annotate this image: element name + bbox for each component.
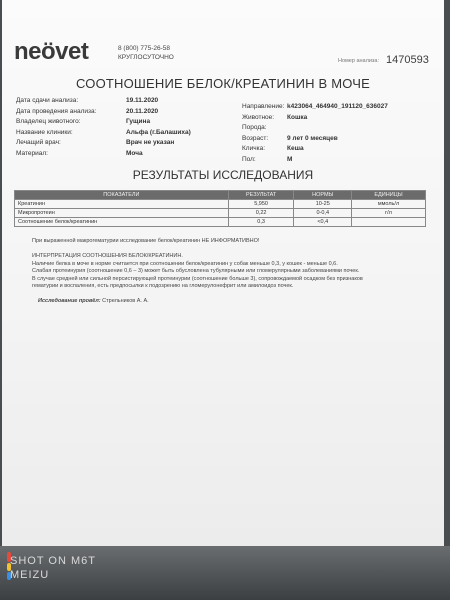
info-label: Порода: — [242, 124, 267, 131]
info-row — [16, 150, 236, 161]
info-row — [242, 124, 442, 135]
table-row — [15, 209, 426, 218]
info-value: Кеша — [287, 145, 304, 152]
info-value: 19.11.2020 — [126, 97, 159, 104]
info-label: Кличка: — [242, 145, 266, 152]
info-value: k423064_464940_191120_636027 — [287, 103, 388, 110]
watermark-line1: SHOT ON M6T — [10, 555, 96, 567]
conducted-by — [38, 298, 149, 304]
table-header-row — [15, 191, 426, 200]
info-label: Дата сдачи анализа: — [16, 97, 79, 104]
order-number-label: Номер анализа: — [338, 58, 380, 64]
interpretation-line: Слабая протеинурия (соотношение 0,6 – 3) может быть обусловлена тубулярными или гломерулярными заболеваниями почек. — [32, 268, 360, 275]
info-row — [16, 97, 236, 108]
info-label: Лечащий врач: — [16, 139, 61, 146]
header-norm: НОРМЫ — [294, 191, 352, 200]
conducted-name: Стрельников А. А. — [102, 298, 149, 304]
interpretation-block — [32, 253, 427, 291]
cell-result: 0,3 — [228, 218, 294, 227]
info-label: Пол: — [242, 155, 256, 163]
info-row — [242, 114, 442, 125]
info-label: Материал: — [16, 149, 48, 157]
info-value: Врач не указан — [126, 139, 175, 146]
info-label: Возраст: — [242, 134, 269, 142]
table-row — [15, 200, 426, 209]
cell-norm: 10-25 — [294, 200, 352, 209]
cell-parameter: Соотношение белок/креатинин — [15, 218, 229, 227]
cell-norm: <0,4 — [294, 218, 352, 227]
interpretation-line: Наличие белка в моче в норме считается при соотношении белок/креатинин у собак меньше 0,3, у кошек - меньше 0,6. — [32, 260, 338, 267]
header-parameter: ПОКАЗАТЕЛИ — [15, 191, 229, 200]
info-value: 9 лет 0 месяцев — [287, 134, 338, 142]
cell-norm: 0-0,4 — [294, 209, 352, 218]
watermark-line2: MEIZU — [10, 569, 50, 581]
cell-units: ммоль/л — [352, 200, 426, 209]
contact-block — [118, 44, 174, 62]
macrohematuria-note: При выраженной макрогематурии исследование белок/креатинин НЕ ИНФОРМАТИВНО! — [32, 238, 260, 244]
order-number: 1470593 — [386, 54, 429, 66]
info-row — [16, 129, 236, 140]
info-value: Кошка — [287, 113, 308, 121]
info-label: Животное: — [242, 113, 275, 121]
hours-text: КРУГЛОСУТОЧНО — [118, 54, 174, 61]
cell-result: 0,22 — [228, 209, 294, 218]
results-heading: РЕЗУЛЬТАТЫ ИССЛЕДОВАНИЯ — [132, 168, 314, 182]
cell-units — [352, 218, 426, 227]
info-row — [242, 145, 442, 156]
header-units: ЕДИНИЦЫ — [352, 191, 426, 200]
report-title: СООТНОШЕНИЕ БЕЛОК/КРЕАТИНИН В МОЧЕ — [75, 76, 371, 91]
info-label: Владелец животного: — [16, 118, 81, 125]
patient-info-right — [242, 103, 442, 166]
interpretation-line: гематурии и воспаления, есть предпосылки к подозрению на гломерулонефрит или амилоидоз почек. — [32, 283, 294, 290]
info-value: М — [287, 155, 293, 163]
info-value: Альфа (г.Балашиха) — [126, 128, 191, 136]
lab-report-page — [2, 0, 444, 548]
info-label: Дата проведения анализа: — [16, 107, 97, 115]
info-row — [242, 103, 442, 114]
info-value: Моча — [126, 149, 143, 157]
conducted-label: Исследование провёл: — [38, 298, 101, 304]
patient-info-left — [16, 97, 236, 160]
info-label: Название клиники: — [16, 128, 73, 136]
info-row — [16, 139, 236, 150]
neovet-logo: neövet — [14, 38, 89, 65]
info-row — [242, 135, 442, 146]
cell-result: 5,950 — [228, 200, 294, 209]
interpretation-heading: ИНТЕРПРЕТАЦИЯ СООТНОШЕНИЯ БЕЛОК/КРЕАТИНИН. — [32, 253, 183, 259]
cell-units: г/л — [352, 209, 426, 218]
info-row — [16, 118, 236, 129]
info-value: 20.11.2020 — [126, 107, 159, 115]
results-table — [14, 190, 426, 227]
cell-parameter: Креатинин — [15, 200, 229, 209]
info-value: Гущина — [126, 118, 151, 125]
camera-watermark — [10, 554, 96, 582]
info-row — [16, 108, 236, 119]
info-row — [242, 156, 442, 167]
phone-number: 8 (800) 775-26-58 — [118, 45, 171, 52]
info-label: Направление: — [242, 103, 285, 110]
header-result: РЕЗУЛЬТАТ — [228, 191, 294, 200]
table-row — [15, 218, 426, 227]
cell-parameter: Микропротеин — [15, 209, 229, 218]
interpretation-line: В случае средней или сильной персистирующей протеинурии (соотношение больше 3), сопровождаемой осадком без признаков — [32, 275, 363, 282]
